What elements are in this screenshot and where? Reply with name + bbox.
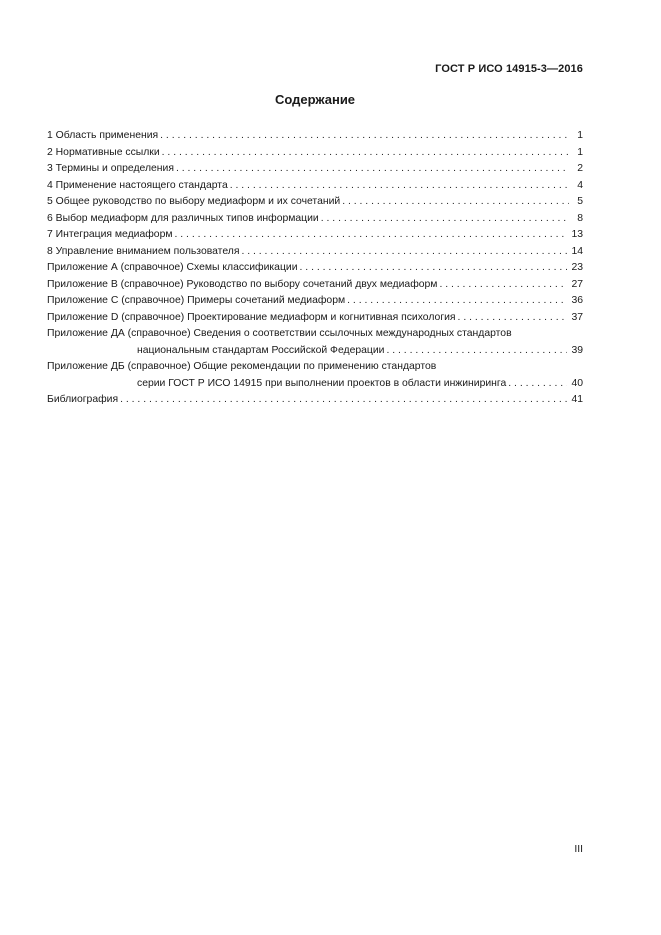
toc-entry-text: 3 Термины и определения [47,163,174,174]
toc-entry-page: 14 [571,245,583,257]
toc-entry-page: 8 [577,212,583,224]
toc-entry-text: Приложение А (справочное) Схемы классификации [47,262,298,273]
toc-entry-text: 6 Выбор медиаформ для различных типов информации [47,212,319,224]
toc-dot-leader [508,376,567,393]
toc-dot-leader [176,161,569,178]
toc-entry-7[interactable] [47,227,583,244]
toc-entry-page: 2 [577,163,583,174]
toc-entry-text: 4 Применение настоящего стандарта [47,179,228,191]
toc-entry-page: 41 [571,394,583,405]
toc-entry-text: национальным стандартам Российской Федерации [137,344,385,356]
toc-entry-appendix-b[interactable] [47,277,583,294]
toc-entry-appendix-da[interactable] [47,326,583,359]
toc-entry-page: 5 [577,196,583,207]
toc-dot-leader [162,145,569,162]
page-number: III [574,844,583,855]
toc-entry-1[interactable] [47,128,583,145]
toc-entry-text: Приложение D (справочное) Проектирование медиаформ и когнитивная психология [47,311,456,323]
toc-entry-text: 7 Интеграция медиаформ [47,229,173,240]
toc-dot-leader [175,227,568,244]
toc-entry-text: 2 Нормативные ссылки [47,146,160,158]
toc-entry-3[interactable] [47,161,583,178]
toc-entry-page: 39 [571,344,583,356]
toc-entry-page: 13 [571,229,583,240]
toc-dot-leader [342,194,569,211]
toc-entry-appendix-d[interactable] [47,310,583,327]
toc-entry-page: 23 [571,262,583,273]
toc-entry-page: 37 [571,311,583,323]
toc-entry-page: 27 [571,278,583,290]
toc-entry-text: 8 Управление вниманием пользователя [47,245,240,257]
toc-entry-page: 40 [571,377,583,389]
document-code-header: ГОСТ Р ИСО 14915-3—2016 [435,63,583,75]
toc-dot-leader [230,178,569,195]
toc-entry-page: 36 [571,295,583,306]
toc-title: Содержание [274,92,356,107]
toc-dot-leader [458,310,568,327]
toc-dot-leader [241,244,567,261]
toc-entry-4[interactable] [47,178,583,195]
toc-entry-text: Приложение С (справочное) Примеры сочетаний медиаформ [47,295,346,306]
toc-entry-text: 1 Область применения [47,130,159,141]
toc-entry-6[interactable] [47,211,583,228]
toc-entry-text: Приложение В (справочное) Руководство по выбору сочетаний двух медиаформ [47,278,438,290]
toc-entry-text-first-line: Приложение ДБ (справочное) Общие рекомендации по применению стандартов [47,361,437,372]
toc-dot-leader [160,128,569,145]
toc-entry-appendix-c[interactable] [47,293,583,310]
toc-entry-appendix-a[interactable] [47,260,583,277]
toc-entry-bibliography[interactable] [47,392,583,409]
table-of-contents [47,128,583,409]
toc-entry-page: 1 [577,146,583,158]
toc-entry-text-first-line: Приложение ДА (справочное) Сведения о соответствии ссылочных международных стандартов [47,328,512,339]
toc-dot-leader [347,293,567,310]
toc-entry-text: серии ГОСТ Р ИСО 14915 при выполнении проектов в области инжиниринга [137,377,507,389]
toc-dot-leader [300,260,568,277]
toc-dot-leader [321,211,569,228]
toc-dot-leader [120,392,567,409]
toc-entry-8[interactable] [47,244,583,261]
toc-entry-page: 4 [577,179,583,191]
toc-entry-text: 5 Общее руководство по выбору медиаформ и их сочетаний [47,196,341,207]
toc-entry-appendix-db[interactable] [47,359,583,392]
toc-entry-page: 1 [577,130,583,141]
toc-entry-2[interactable] [47,145,583,162]
toc-entry-text: Библиография [47,394,119,405]
toc-entry-5[interactable] [47,194,583,211]
toc-dot-leader [386,343,567,360]
toc-dot-leader [439,277,567,294]
